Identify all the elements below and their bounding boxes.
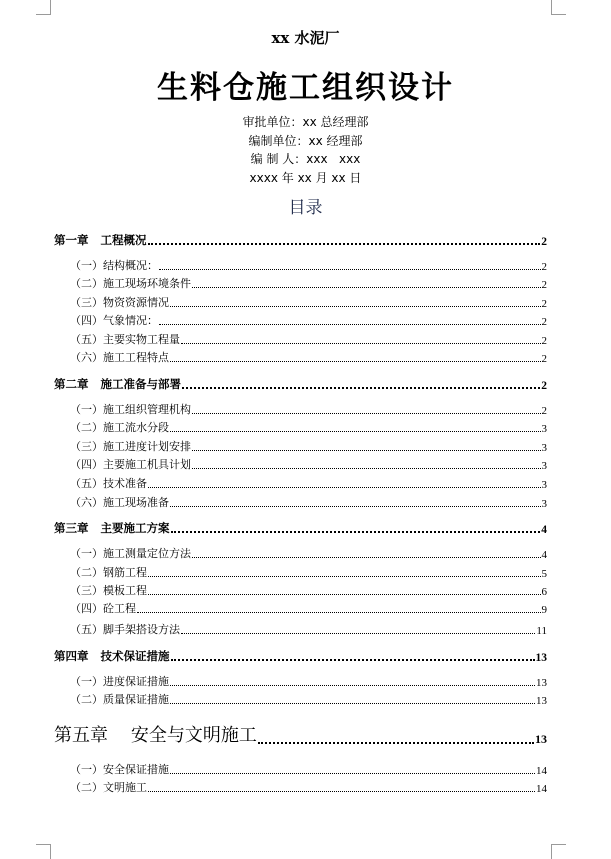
toc-section-entry[interactable] [70, 401, 547, 417]
toc-leader-dots [170, 360, 541, 362]
toc-leader-dots [170, 684, 535, 686]
toc-page-number: 2 [541, 316, 547, 328]
toc-leader-dots [182, 386, 540, 389]
toc-leader-dots [171, 658, 535, 661]
toc-section-entry[interactable] [70, 494, 547, 510]
toc-entry-label: （五）脚手架搭设方法 [70, 623, 180, 636]
toc-entry-label: 第四章 技术保证措施 [54, 649, 170, 663]
toc-page-number: 11 [536, 625, 547, 637]
toc-entry-label: 第二章 施工准备与部署 [54, 377, 182, 391]
toc-entry-label: （五）技术准备 [70, 477, 147, 490]
toc-chapter-entry[interactable] [54, 376, 547, 392]
toc-page-number: 3 [541, 460, 547, 472]
toc-entry-label: （六）施工工程特点 [70, 351, 169, 364]
toc-leader-dots [159, 323, 541, 325]
toc-page-number: 2 [541, 298, 547, 310]
toc-section-entry[interactable] [70, 621, 547, 637]
document-title: 生料仓施工组织设计 [157, 70, 454, 106]
toc-page-number: 4 [541, 524, 547, 536]
toc-page-number: 2 [541, 335, 547, 347]
toc-leader-dots [148, 593, 541, 595]
toc-section-entry[interactable] [70, 691, 547, 707]
toc-page-number: 14 [536, 765, 547, 777]
toc-page-number: 2 [541, 236, 547, 248]
toc-page-number: 13 [536, 677, 547, 689]
toc-entry-label: （二）施工现场环境条件 [70, 277, 191, 290]
toc-entry-label: （二）钢筋工程 [70, 566, 147, 579]
toc-section-entry[interactable] [70, 438, 547, 454]
toc-leader-dots [159, 268, 541, 270]
toc-leader-dots [170, 505, 541, 507]
toc-section-entry[interactable] [70, 257, 547, 273]
toc-page-number: 13 [535, 652, 547, 664]
page-corner-mark [36, 0, 51, 15]
toc-page-number: 9 [541, 604, 547, 616]
toc-section-entry[interactable] [70, 582, 547, 598]
toc-section-entry[interactable] [70, 779, 547, 795]
toc-page-number: 3 [541, 423, 547, 435]
toc-section-entry[interactable] [70, 564, 547, 580]
toc-leader-dots [170, 305, 541, 307]
toc-leader-dots [192, 449, 541, 451]
toc-page-number: 6 [541, 586, 547, 598]
toc-entry-label: （二）施工流水分段 [70, 421, 169, 434]
toc-section-entry[interactable] [70, 349, 547, 365]
toc-leader-dots [137, 611, 541, 613]
toc-entry-label: 第三章 主要施工方案 [54, 521, 170, 535]
toc-leader-dots [258, 741, 534, 744]
toc-section-entry[interactable] [70, 312, 547, 328]
toc-leader-dots [170, 702, 535, 704]
toc-leader-dots [192, 556, 541, 558]
toc-page-number: 3 [541, 479, 547, 491]
toc-entry-label: （一）进度保证措施 [70, 675, 169, 688]
toc-entry-label: （五）主要实物工程量 [70, 333, 180, 346]
toc-entry-label: （三）施工进度计划安排 [70, 440, 191, 453]
toc-leader-dots [148, 242, 541, 245]
approver-unit: 审批单位：xx 总经理部 [242, 115, 369, 129]
toc-entry-label: （六）施工现场准备 [70, 496, 169, 509]
toc-chapter-entry[interactable] [54, 721, 547, 747]
toc-leader-dots [171, 530, 541, 533]
toc-leader-dots [192, 467, 541, 469]
toc-leader-dots [148, 790, 535, 792]
toc-page-number: 13 [536, 695, 547, 707]
page-corner-mark [551, 0, 566, 15]
toc-entry-label: （一）结构概况： [70, 259, 158, 272]
toc-entry-label: （四）气象情况： [70, 314, 158, 327]
toc-entry-label: （二）文明施工 [70, 781, 147, 794]
toc-page-number: 2 [541, 380, 547, 392]
compiler: 编 制 人：xxx xxx [250, 152, 361, 166]
toc-leader-dots [170, 430, 541, 432]
toc-section-entry[interactable] [70, 456, 547, 472]
toc-leader-dots [192, 412, 541, 414]
document-date: xxxx 年 xx 月 xx 日 [249, 171, 362, 185]
toc-entry-label: （三）模板工程 [70, 584, 147, 597]
toc-page-number: 3 [541, 442, 547, 454]
compiler-unit: 编制单位：xx 经理部 [248, 134, 363, 148]
toc-leader-dots [148, 486, 541, 488]
toc-section-entry[interactable] [70, 761, 547, 777]
toc-section-entry[interactable] [70, 545, 547, 561]
toc-page-number: 2 [541, 261, 547, 273]
toc-entry-label: 第一章 工程概况 [54, 233, 147, 247]
toc-entry-label: （四）主要施工机具计划 [70, 458, 191, 471]
toc-section-entry[interactable] [70, 275, 547, 291]
toc-section-entry[interactable] [70, 600, 547, 616]
toc-entry-label: （二）质量保证措施 [70, 693, 169, 706]
toc-entry-label: （四）砼工程 [70, 602, 136, 615]
toc-section-entry[interactable] [70, 673, 547, 689]
toc-page-number: 3 [541, 498, 547, 510]
toc-entry-label: （一）施工测量定位方法 [70, 547, 191, 560]
toc-page-number: 5 [541, 568, 547, 580]
toc-section-entry[interactable] [70, 331, 547, 347]
toc-entry-label: 第五章 安全与文明施工 [54, 725, 257, 746]
page-corner-mark [551, 844, 566, 859]
toc-leader-dots [170, 772, 535, 774]
toc-leader-dots [181, 632, 535, 634]
toc-section-entry[interactable] [70, 294, 547, 310]
toc-page-number: 14 [536, 783, 547, 795]
toc-entry-label: （一）施工组织管理机构 [70, 403, 191, 416]
company-name: xx 水泥厂 [271, 29, 340, 47]
toc-page-number: 13 [535, 732, 547, 746]
toc-page-number: 4 [541, 549, 547, 561]
toc-entry-label: （一）安全保证措施 [70, 763, 169, 776]
toc-chapter-entry[interactable] [54, 232, 547, 248]
toc-title: 目录 [288, 198, 323, 218]
toc-chapter-entry[interactable] [54, 520, 547, 536]
toc-section-entry[interactable] [70, 419, 547, 435]
toc-page-number: 2 [541, 353, 547, 365]
toc-page-number: 2 [541, 279, 547, 291]
toc-leader-dots [192, 286, 541, 288]
toc-chapter-entry[interactable] [54, 648, 547, 664]
toc-leader-dots [148, 575, 541, 577]
toc-leader-dots [181, 342, 541, 344]
toc-page-number: 2 [541, 405, 547, 417]
toc-section-entry[interactable] [70, 475, 547, 491]
page-corner-mark [36, 844, 51, 859]
toc-entry-label: （三）物资资源情况 [70, 296, 169, 309]
